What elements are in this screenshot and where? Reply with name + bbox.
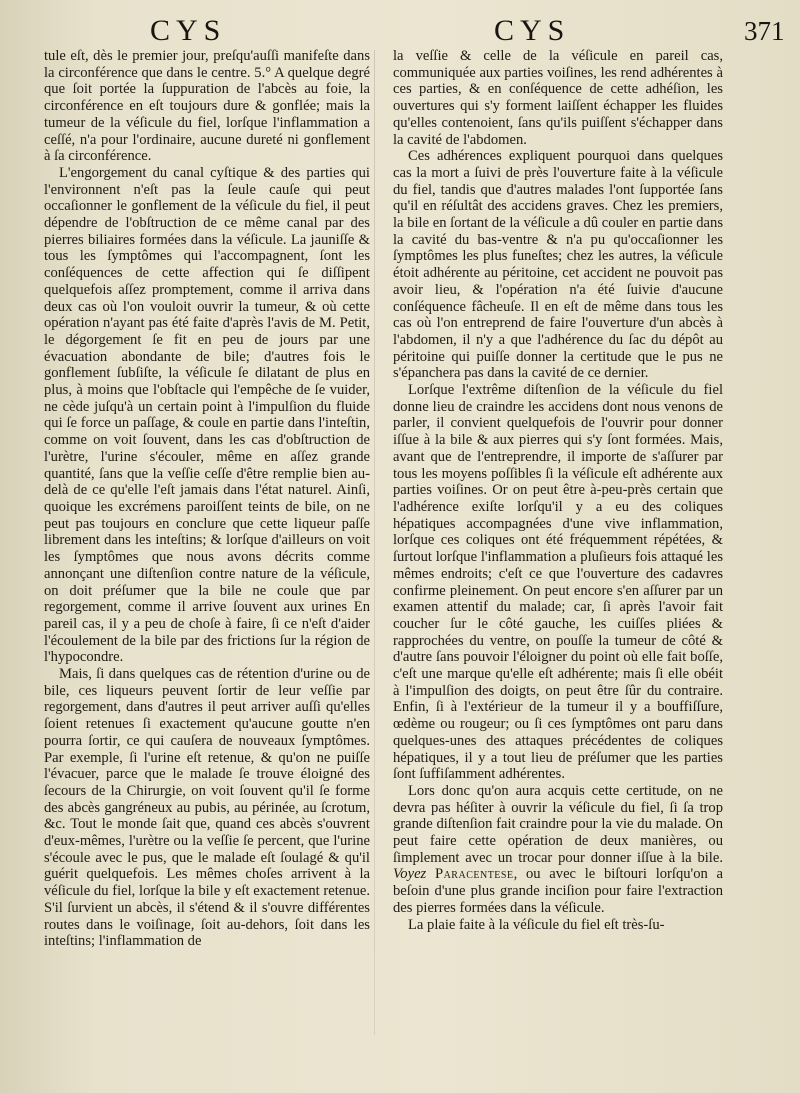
column-gutter xyxy=(374,50,375,1035)
paragraph-continued: la veſſie & celle de la véſicule en pareil cas, communiquée aux parties voiſines, les rend adhérentes à ces parties, & en conſéquence de cette adhéſion, les ouvertures qui s'y forment laiſſent échapper les fluides qu'elles contenoient, ſans qu'ils puiſſent s'échapper dans la cavité de l'abdomen. xyxy=(393,48,723,148)
page-number: 371 xyxy=(744,16,785,46)
paragraph-text: ou avec le biſtouri lorſqu'on a beſoin d'une plus grande inciſion pour faire l'extraction des pierres formées dans la véſicule. xyxy=(393,866,723,916)
cross-reference-voyez: Voyez xyxy=(393,866,427,883)
paragraph: L'engorgement du canal cyſtique & des parties qui l'environnent n'eſt pas la ſeule cauſe qui peut occaſionner le gonflement de la véſicule du fiel, il peut dépendre de l'obſtruction de ce même canal par des pierres biliaires formées dans la véſicule. La jauniſſe & tous les ſymptômes qui l'accompagnent, ſont les conſéquences de cette affection qui ſe diſſipent quelquefois aſſez promptement, comme il arriva dans deux cas où l'on vouloit ouvrir la tumeur, & où cette opération n'ayant pas été faite d'après l'avis de M. Petit, le dégorgement ſe fit en peu de jours par une évacuation abondante de bile; d'autres fois le gonflement ſubſiſte, la véſicule ſe dilatant de plus en plus, à moins que l'obſtacle qui l'empêche de ſe vuider, ne cède juſqu'à un certain point à l'impulſion du fluide qui ſe force un paſſage, & coule en partie dans l'inteſtin, comme on voit ſouvent, dans les cas d'obſtruction de l'urètre, l'urine s'écouler, même en aſſez grande quantité, ſans que la veſſie ceſſe d'être remplie bien au-delà de ce qu'elle l'eſt jamais dans l'état naturel. Ainſi, quoique les excrémens paroiſſent teints de bile, on ne peut pas toujours en conclure que cette liqueur paſſe librement dans les inteſtins; & lorſque d'ailleurs on voit les ſymptômes que nous avons décrits comme annonçant une diſtenſion contre nature de la véſicule, on doit préſumer que la bile ne coule que par regorgement, comme il arrive ſouvent aux urines En pareil cas, il y a peu de choſe à faire, ſi ce n'eſt d'aider l'écoulement de la bile par des frictions ſur la région de l'hypocondre. xyxy=(44,164,370,666)
paragraph-continues: La plaie faite à la véſicule du fiel eſt très-ſu- xyxy=(408,916,665,933)
paragraph: Ces adhérences expliquent pourquoi dans quelques cas la mort a ſuivi de près l'ouverture faite à la véſicule du fiel, tandis que d'autres malades l'ont ſupportée ſans qu'il en réſultât des accidens graves. Chez les premiers, la bile en ſortant de la véſicule a dû couler en partie dans la cavité du bas-ventre & n'a pu qu'occaſionner les ſymptômes les plus funeſtes; chez les autres, la véſicule étoit adhérente au péritoine, cet accident ne pouvoit pas avoir lieu, & l'opération n'a été ſuivie d'aucune conſéquence fâcheuſe. Il en eſt de même dans tous les cas où l'on entreprend de faire l'ouverture d'un abcès à l'abdomen, il n'y a que l'adhérence du ſac du dépôt au péritoine qui puiſſe donner la certitude que le pus ne s'épanchera pas dans la cavité de ce dernier. xyxy=(393,148,723,382)
running-header xyxy=(0,14,800,48)
paragraph-with-cross-reference: Lors donc qu'on aura acquis cette certitude, on ne devra pas héſiter à ouvrir la véſicule du fiel, ſi ſa trop grande diſtenſion fait craindre pour la vie du malade. On peut faire cette opération de deux manières, ou ſimplement avec un trocar pour donner iſſue à la bile. Voyez Paracenteſe, ou avec le biſtouri lorſqu'on a beſoin d'une plus grande inciſion pour faire l'extraction des pierres formées dans la véſicule. xyxy=(393,782,723,916)
paragraph: Lorſque l'extrême diſtenſion de la véſicule du fiel donne lieu de craindre les accidens dont nous venons de parler, il convient quelquefois de l'ouvrir pour donner iſſue à la bile & aux pierres qui s'y ſont formées. Mais, avant que de l'entreprendre, il importe de s'aſſurer par tous les moyens poſſibles ſi la véſicule eſt adhérente aux parties voiſines. Or on peut être à-peu-près certain que l'adhérence exiſte lorſqu'il y a eu des coliques hépatiques accompagnées d'une vive inflammation, lorſque ces coliques ont été fréquemment répétées, & ſurtout lorſque l'inflammation a pluſieurs fois attaqué les mêmes endroits; c'eſt ce que l'ouverture des cadavres confirme pleinement. On peut encore s'en aſſurer par un examen attentif du malade; car, ſi après l'avoir fait coucher ſur le côté gauche, les cuiſſes pliées & rapprochées du ventre, on pouſſe la tumeur de côté & d'autre ſans pouvoir l'éloigner du point où elle fait boſſe, c'eſt une marque qu'elle eſt adhérente; mais ſi elle obéit à l'impulſion des doigts, on peut être ſûr du contraire. Enfin, ſi à l'extérieur de la tumeur il y a bouffiſſure, œdème ou rougeur; ou ſi ces ſymptômes ont paru dans quelques-unes des attaques précédentes de coliques hépatiques, il y a tout lieu de préſumer que les parties ſont ſuffiſamment adhérentes. xyxy=(393,382,723,783)
left-column xyxy=(44,48,370,950)
right-running-title: CYS xyxy=(494,14,571,47)
left-running-title: CYS xyxy=(150,14,227,47)
paragraph: Mais, ſi dans quelques cas de rétention d'urine ou de bile, ces liqueurs peuvent ſortir de leur veſſie par regorgement, dans d'autres il peut arriver auſſi qu'elles ſoient retenues ſi exactement qu'aucune goutte n'en pourra ſortir, ce qui cauſera de nouveaux ſymptômes. Par exemple, ſi l'urine eſt retenue, & qu'on ne puiſſe l'évacuer, parce que le malade ſe trouve éloigné des ſecours de la Chirurgie, on voit ſouvent qu'il ſe forme des abcès gangréneux au pubis, au périnée, au ſcrotum, &c. Tout le monde ſait que, quand ces abcès s'ouvrent d'eux-mêmes, l'urètre ou la veſſie ſe percent, que l'urine s'écoule avec le pus, que le malade eſt ſoulagé & qu'il guérit quelquefois. Les mêmes choſes arrivent à la véſicule du fiel, lorſque la bile y eſt exactement retenue. S'il ſurvient un abcès, il s'étend & il s'ouvre différentes routes dans le voiſinage, ſoit au-dehors, ſoit dans les inteſtins; l'inflammation de xyxy=(44,666,370,950)
paragraph-continued: tule eſt, dès le premier jour, preſqu'auſſi manifeſte dans la circonférence que dans le centre. 5.° A quelque degré que ſoit portée la ſuppuration de l'abcès au foie, la circonférence en eſt toujours dure & gonflée; mais la tumeur de la véſicule du fiel, lorſque l'inflammation a ceſſé, n'a pour l'ordinaire, aucune dureté ni gonflement à ſa circonférence. xyxy=(44,48,370,165)
right-column xyxy=(393,48,723,933)
cross-reference-link[interactable]: Paracenteſe xyxy=(434,866,514,883)
paragraph-text: Lors donc qu'on aura acquis cette certitude, on ne devra pas héſiter à ouvrir la véſicule du fiel, ſi ſa trop grande diſtenſion fait craindre pour la vie du malade. On peut faire cette opération de deux manières, ou ſimplement avec un trocar pour donner iſſue à la bile. xyxy=(393,782,723,866)
